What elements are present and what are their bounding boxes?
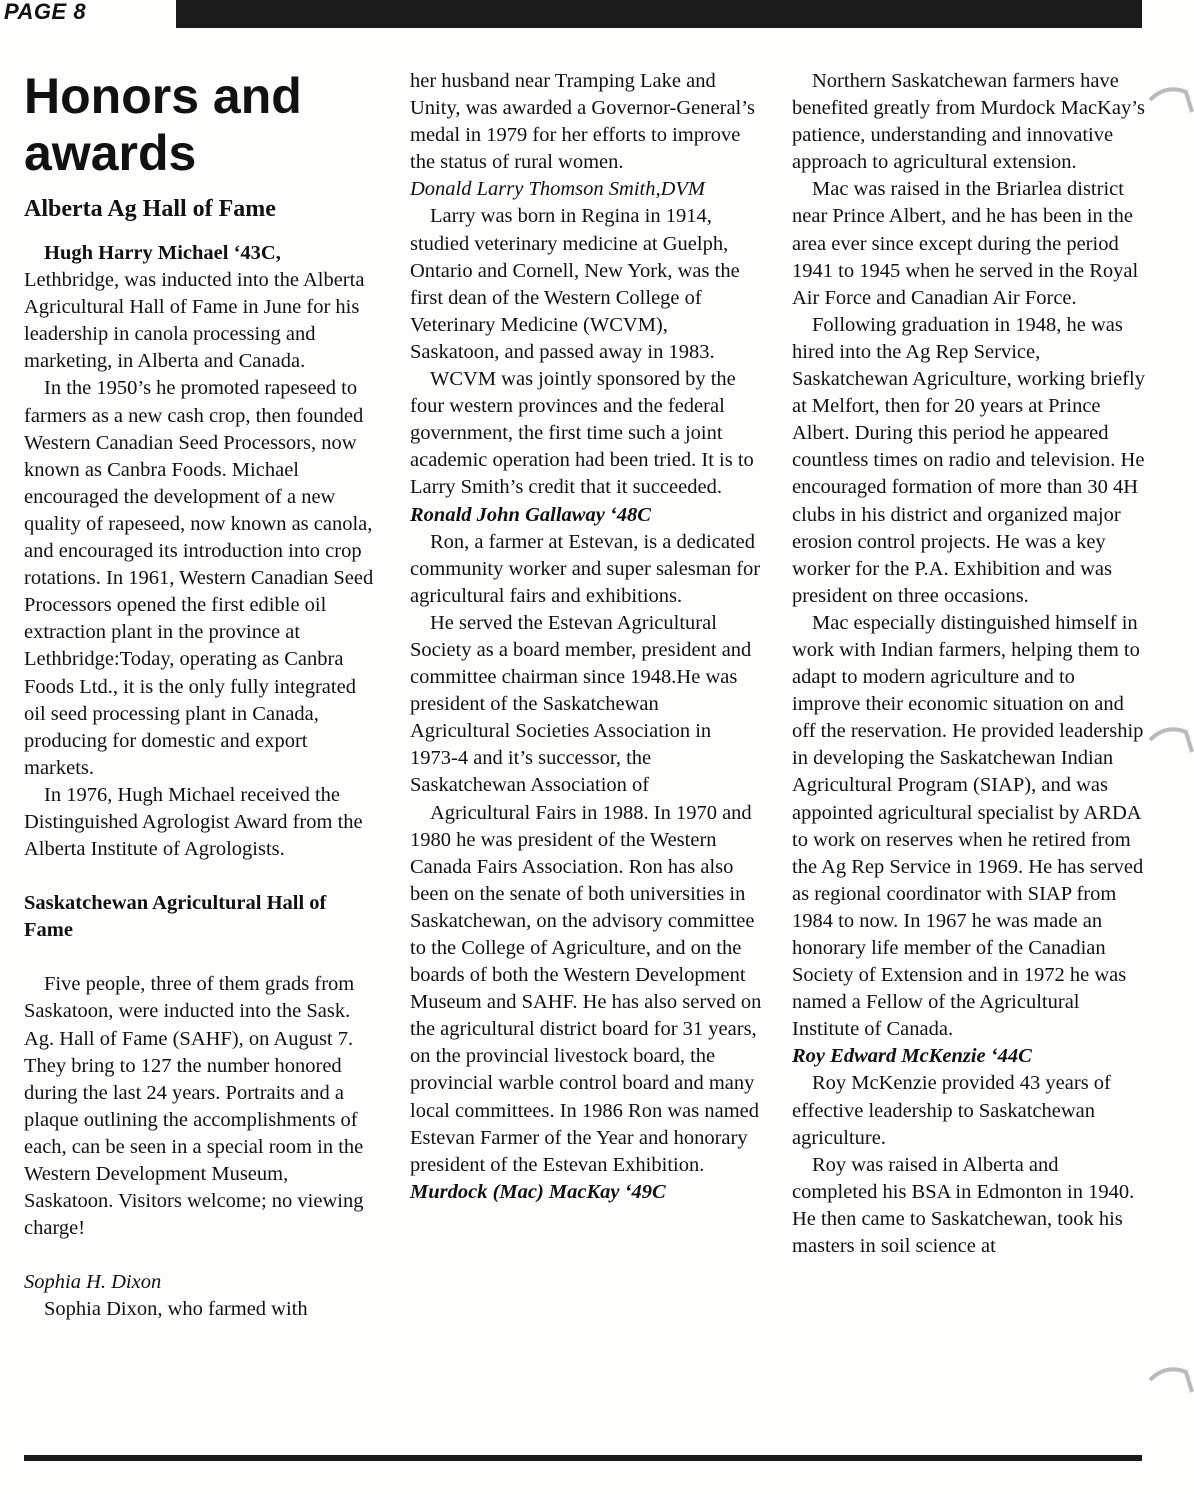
section-heading-saskatchewan: Saskatchewan Agricultural Hall of Fame — [24, 892, 327, 942]
paragraph-mackay-agrep: Following graduation in 1948, he was hired into the Ag Rep Service, Saskatchewan Agriculture, working briefly at Melfort, then for 20 years at Prince Albert. During this period he appeared countless times on radio and television. He encouraged formation of more than 30 4H clubs in his district and organized major erosion control projects. He was a key worker for the P.A. Exhibition and was president on three occasions. — [792, 313, 1145, 607]
paragraph-mackay-early: Mac was raised in the Briarlea district near Prince Albert, and he has been in the area ever since except during the period 1941 to 1945 when he served in the Royal Air Force and Canadian Air Force. — [792, 178, 1139, 309]
paragraph-mckenzie-education: Roy was raised in Alberta and completed his BSA in Edmonton in 1940. He then came to Saskatchewan, took his masters in soil science at — [792, 1153, 1135, 1258]
paragraph-mckenzie-intro: Roy McKenzie provided 43 years of effective leadership to Saskatchewan agriculture. — [792, 1072, 1111, 1149]
column-2 — [410, 68, 762, 1206]
binder-hole-mark — [1146, 82, 1194, 122]
column-1 — [24, 68, 380, 1323]
person-heading-sophia-dixon: Sophia H. Dixon — [24, 1271, 162, 1294]
paragraph-gallaway-society: He served the Estevan Agricultural Society as a board member, president and committee chairman since 1948.He was president of the Saskatchewan Agricultural Societies Association in 1973-4 and it’s successor, the Saskatchewan Association of — [410, 611, 752, 797]
header-bar — [176, 0, 1142, 28]
person-heading-mackay: Murdock (Mac) MacKay ‘49C — [410, 1180, 666, 1203]
paragraph-hugh-intro — [24, 240, 380, 375]
paragraph-hugh-rapeseed: In the 1950’s he promoted rapeseed to farmers as a new cash crop, then founded Western Canadian Seed Processors, now known as Canbra Foods. Michael encouraged the development of a new quality of rapeseed, now known as canola, and encouraged its introduction into crop rotations. In 1961, Western Canadian Seed Processors opened the first edible oil extraction plant in the province at Lethbridge:Today, operating as Canbra Foods Ltd., it is the only fully integrated oil seed processing plant in Canada, producing for domestic and export markets. — [24, 377, 374, 779]
column-3 — [792, 68, 1148, 1260]
binder-hole-mark — [1146, 1362, 1194, 1402]
page-number: PAGE 8 — [4, 0, 87, 24]
paragraph-smith-bio: Larry was born in Regina in 1914, studied veterinary medicine at Guelph, Ontario and Cornell, New York, was the first dean of the Western College of Veterinary Medicine (WCVM), Saskatoon, and passed away in 1983. — [410, 205, 740, 363]
article-title: Honors and awards — [24, 68, 302, 181]
binder-hole-mark — [1146, 722, 1194, 762]
person-heading-gallaway: Ronald John Gallaway ‘48C — [410, 503, 651, 526]
paragraph-mackay-intro: Northern Saskatchewan farmers have benefited greatly from Murdock MacKay’s patience, understanding and innovative approach to agricultural extension. — [792, 70, 1145, 174]
person-name-hugh-michael: Hugh Harry Michael ‘43C, — [44, 242, 281, 264]
paragraph-mackay-indian-farmers: Mac especially distinguished himself in work with Indian farmers, helping them to adapt to modern agriculture and to improve their economic situation on and off the reservation. He provided leadership in developing the Saskatchewan Indian Agricultural Program (SIAP), and was appointed agricultural specialist by ARDA to work on reserves when he retired from the Ag Rep Service in 1969. He has served as regional coordinator with SIAP from 1984 to now. In 1967 he was made an honorary life member of the Canadian Society of Extension and in 1972 he was named a Fellow of the Agricultural Institute of Canada. — [792, 611, 1144, 1041]
person-heading-smith: Donald Larry Thomson Smith,DVM — [410, 178, 705, 201]
paragraph-text: Lethbridge, was inducted into the Alberta Agricultural Hall of Fame in June for his leadership in canola processing and marketing, in Alberta and Canada. — [24, 269, 365, 373]
section-heading-alberta: Alberta Ag Hall of Fame — [24, 196, 276, 222]
paragraph-sophia-start: Sophia Dixon, who farmed with — [44, 1298, 308, 1321]
paragraph-hugh-award: In 1976, Hugh Michael received the Distinguished Agrologist Award from the Alberta Institute of Agrologists. — [24, 783, 363, 861]
paragraph-gallaway-fairs: Agricultural Fairs in 1988. In 1970 and 1980 he was president of the Western Canada Fairs Association. Ron has also been on the senate of both universities in Saskatchewan, on the advisory committee to the College of Agriculture, and on the boards of both the Western Development Museum and SAHF. He has also served on the agricultural district board for 31 years, on the provincial livestock board, the provincial warble control board and many local committees. In 1986 Ron was named Estevan Farmer of the Year and honorary president of the Estevan Exhibition. — [410, 801, 762, 1176]
footer-rule — [24, 1455, 1142, 1461]
paragraph-sophia-continued: her husband near Tramping Lake and Unity, was awarded a Governor-General’s medal in 1979 for her efforts to improve the status of rural women. — [410, 70, 755, 174]
person-heading-mckenzie: Roy Edward McKenzie ‘44C — [792, 1045, 1032, 1068]
paragraph-smith-wcvm: WCVM was jointly sponsored by the four western provinces and the federal government, the first time such a joint academic operation had been tried. It is to Larry Smith’s credit that it succeeded. — [410, 368, 754, 499]
paragraph-sask-inductees: Five people, three of them grads from Saskatoon, were inducted into the Sask. Ag. Hall of Fame (SAHF), on August 7. They bring to 127 the number honored during the last 24 years. Portraits and a plaque outlining the accomplishments of each, can be seen in a special room in the Western Development Museum, Saskatoon. Visitors welcome; no viewing charge! — [24, 973, 364, 1240]
paragraph-gallaway-intro: Ron, a farmer at Estevan, is a dedicated community worker and super salesman for agricultural fairs and exhibitions. — [410, 530, 761, 607]
